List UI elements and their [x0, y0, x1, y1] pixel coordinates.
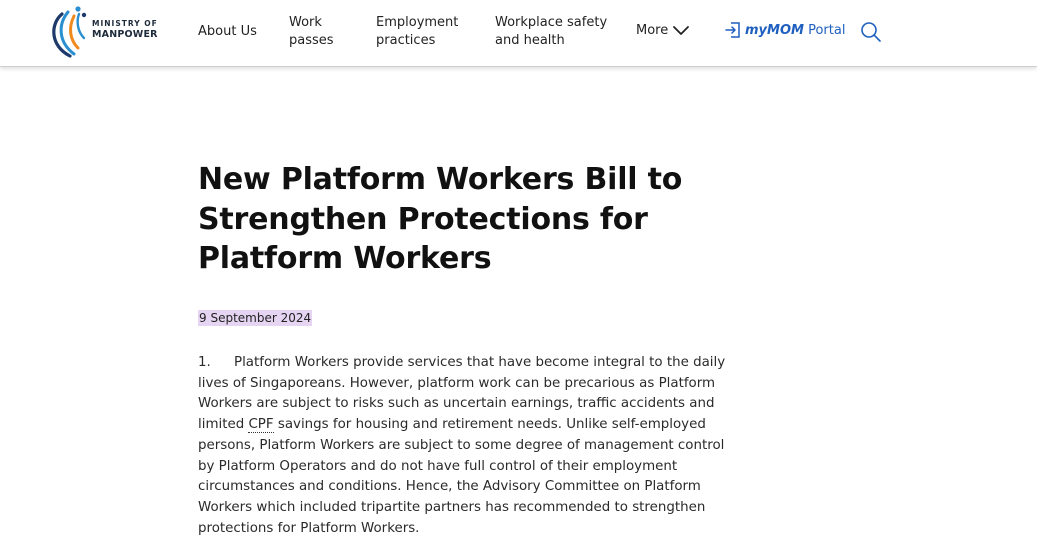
page-title: New Platform Workers Bill to Strengthen Protections for Platform Workers — [198, 162, 683, 276]
ministry-of-manpower-logo[interactable] — [48, 4, 168, 60]
chevron-down-icon[interactable] — [672, 23, 690, 37]
nav-work-passes-label-2: passes — [289, 33, 334, 48]
portal-suffix: Portal — [803, 22, 846, 38]
cpf-abbreviation[interactable]: CPF — [248, 417, 274, 433]
nav-workplace-safety-label-2: and health — [495, 33, 565, 48]
paragraph-number: 1. — [198, 355, 211, 370]
nav-workplace-safety-and-health[interactable] — [495, 14, 607, 50]
logo-wordmark — [92, 19, 158, 40]
site-header — [0, 0, 1037, 67]
search-icon[interactable] — [860, 21, 882, 43]
paragraph-text-2: savings for housing and retirement needs. Unlike self-employed persons, Platform Workers are subject to some degree of management control by Platform Operators and do not have full control of their employment circumstances and conditions. Hence, the Advisory Committee on Platform Workers which included tripartite partners has recommended to strengthen protections for Platform Workers. — [198, 417, 725, 536]
mymom-portal-link[interactable] — [725, 21, 845, 39]
nav-employment-practices[interactable] — [376, 14, 458, 50]
nav-employment-practices-label-1: Employment — [376, 15, 459, 30]
nav-work-passes[interactable] — [289, 14, 334, 50]
nav-more-label: More — [636, 23, 669, 38]
nav-about-us[interactable] — [198, 23, 257, 41]
logo-line-2: MANPOWER — [92, 29, 158, 40]
nav-about-us-label: About Us — [198, 24, 257, 39]
publish-date: 9 September 2024 — [199, 311, 312, 325]
portal-brand: MOM — [767, 22, 804, 38]
mymom-portal-label — [745, 23, 845, 38]
nav-employment-practices-label-2: practices — [376, 33, 436, 48]
nav-workplace-safety-label-1: Workplace safety — [495, 15, 608, 30]
article-paragraph — [198, 353, 743, 539]
paragraph-text-1: Platform Workers provide services that have become integral to the daily lives of Singaporeans. However, platform work can be precarious as Platform Workers are subject to risks such as uncertain earnings, traffic accidents and limited — [198, 355, 726, 433]
nav-work-passes-label-1: Work — [289, 15, 322, 30]
logo-line-1: MINISTRY OF — [92, 19, 158, 28]
portal-prefix: my — [745, 22, 768, 38]
mom-emblem-icon — [48, 4, 92, 60]
nav-more[interactable] — [636, 22, 668, 40]
login-icon — [725, 21, 741, 39]
